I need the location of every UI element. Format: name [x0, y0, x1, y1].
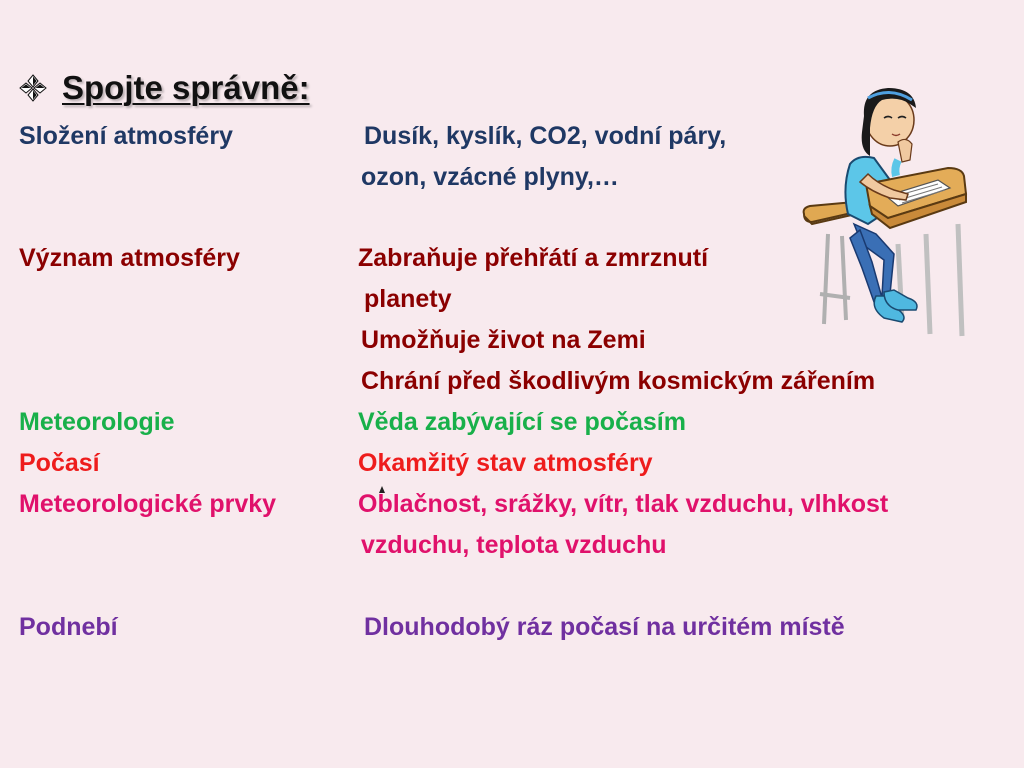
term-vyznam-atmosfery: Význam atmosféry [19, 244, 240, 272]
definition-line: Oblačnost, srážky, vítr, tlak vzduchu, vlhkost [358, 490, 889, 518]
girl-writing-at-desk-illustration-icon [798, 84, 968, 340]
definition-line: Chrání před škodlivým kosmickým zářením [361, 367, 876, 395]
four-diamond-bullet-icon [18, 73, 48, 103]
definition-line: Zabraňuje přehřátí a zmrznutí [358, 244, 709, 272]
term-podnebi: Podnebí [19, 613, 118, 641]
term-pocasi: Počasí [19, 449, 100, 477]
definition-line: planety [364, 285, 452, 313]
text-cursor-marker [379, 486, 385, 493]
slide-title: Spojte správně: [62, 69, 310, 106]
definition-line: Dusík, kyslík, CO2, vodní páry, [364, 122, 727, 150]
definition-line: Věda zabývající se počasím [358, 408, 686, 436]
term-meteorologie: Meteorologie [19, 408, 175, 436]
term-slozeni-atmosfery: Složení atmosféry [19, 122, 233, 150]
definition-line: vzduchu, teplota vzduchu [361, 531, 667, 559]
title-row [18, 66, 310, 110]
definition-line: Umožňuje život na Zemi [361, 326, 646, 354]
definition-line: Okamžitý stav atmosféry [358, 449, 653, 477]
definition-line: Dlouhodobý ráz počasí na určitém místě [364, 613, 845, 641]
term-meteorologicke-prvky: Meteorologické prvky [19, 490, 277, 518]
definition-line: ozon, vzácné plyny,… [361, 163, 619, 191]
